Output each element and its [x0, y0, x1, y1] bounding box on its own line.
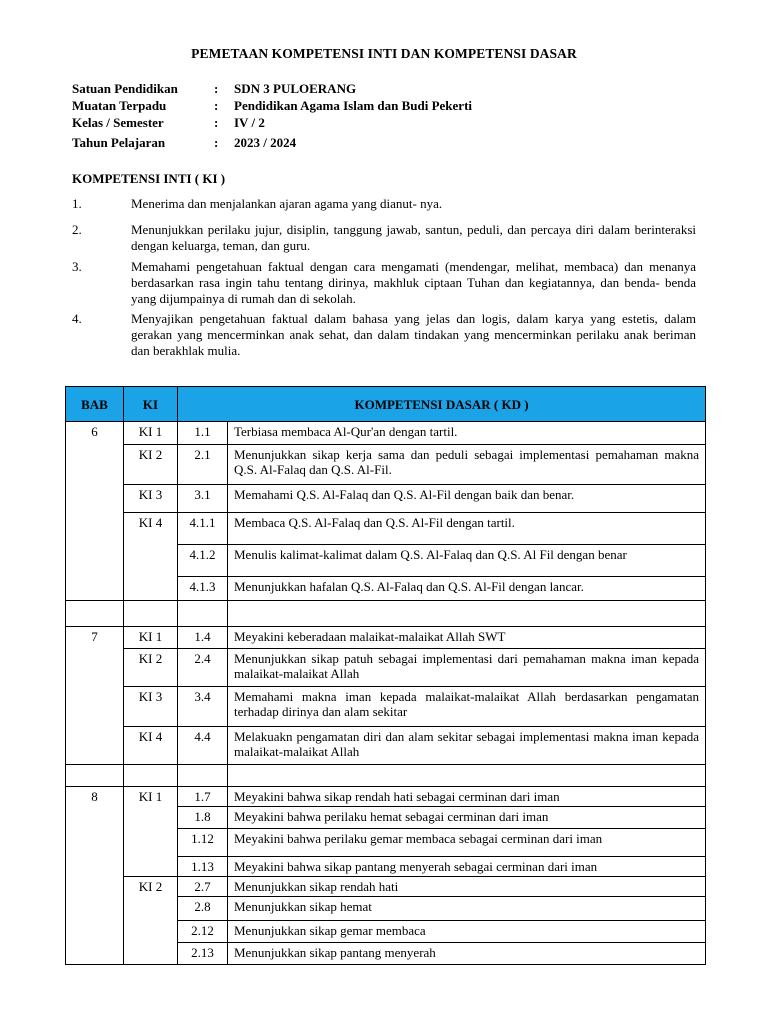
bab-cell [66, 943, 124, 965]
kd-text-cell: Menunjukkan sikap rendah hati [228, 877, 706, 897]
meta-label: Kelas / Semester [72, 115, 164, 130]
table-row [66, 422, 706, 445]
kd-text-cell: Meyakini bahwa perilaku gemar membaca sebagai cerminan dari iman [228, 829, 706, 857]
bab-cell [66, 857, 124, 877]
table-row [66, 727, 706, 765]
bab-cell [66, 445, 124, 485]
ki-cell [124, 807, 178, 829]
kd-text-cell [228, 765, 706, 787]
bab-cell [66, 649, 124, 687]
ki-text: Menunjukkan perilaku jujur, disiplin, tanggung jawab, santun, peduli, dan percaya diri dalam berinteraksi dengan keluarga, teman, dan guru. [131, 222, 696, 253]
kd-number-cell: 4.1.3 [178, 577, 228, 601]
header-ki: KI [124, 387, 178, 422]
table-row [66, 577, 706, 601]
meta-label: Tahun Pelajaran [72, 135, 166, 150]
kd-number-cell: 1.12 [178, 829, 228, 857]
ki-cell: KI 4 [124, 727, 178, 765]
ki-cell [124, 857, 178, 877]
ki-number: 4. [72, 311, 82, 326]
table-row [66, 627, 706, 649]
ki-cell [124, 921, 178, 943]
kd-text-cell: Meyakini keberadaan malaikat-malaikat Allah SWT [228, 627, 706, 649]
kd-text-cell: Menulis kalimat-kalimat dalam Q.S. Al-Falaq dan Q.S. Al Fil dengan benar [228, 545, 706, 577]
table-row [66, 897, 706, 921]
bab-cell [66, 485, 124, 513]
kd-text-cell: Menunjukkan sikap hemat [228, 897, 706, 921]
ki-text: Menerima dan menjalankan ajaran agama yang dianut- nya. [131, 196, 443, 211]
kd-number-cell: 2.13 [178, 943, 228, 965]
table-row [66, 485, 706, 513]
header-kd: KOMPETENSI DASAR ( KD ) [178, 387, 706, 422]
meta-value: IV / 2 [234, 115, 265, 130]
ki-cell: KI 1 [124, 787, 178, 807]
kd-text-cell [228, 601, 706, 627]
kd-text-cell: Menunjukkan sikap gemar membaca [228, 921, 706, 943]
ki-cell [124, 577, 178, 601]
bab-cell [66, 921, 124, 943]
meta-label: Satuan Pendidikan [72, 81, 178, 96]
ki-text: Menyajikan pengetahuan faktual dalam bahasa yang jelas dan logis, dalam karya yang estetis, dalam gerakan yang mencerminkan anak sehat, dan dalam tindakan yang mencerminkan perilaku anak beriman dan berakhlak mulia. [131, 311, 696, 358]
table-row [66, 545, 706, 577]
kd-text-cell: Menunjukkan sikap kerja sama dan peduli sebagai implementasi pemahaman makna Q.S. Al-Falaq dan Q.S. Al-Fil. [228, 445, 706, 485]
ki-cell: KI 1 [124, 422, 178, 445]
meta-value: 2023 / 2024 [234, 135, 297, 150]
table-row [66, 445, 706, 485]
table-row [66, 921, 706, 943]
meta-value: SDN 3 PULOERANG [234, 81, 357, 96]
table-row [66, 787, 706, 807]
kd-text-cell: Memahami Q.S. Al-Falaq dan Q.S. Al-Fil dengan baik dan benar. [228, 485, 706, 513]
kd-text-cell: Meyakini bahwa sikap pantang menyerah sebagai cerminan dari iman [228, 857, 706, 877]
bab-cell [66, 687, 124, 727]
ki-cell: KI 1 [124, 627, 178, 649]
kd-text-cell: Terbiasa membaca Al-Qur'an dengan tartil. [228, 422, 706, 445]
table-header-row [66, 387, 706, 422]
kd-number-cell: 2.1 [178, 445, 228, 485]
meta-colon: : [214, 81, 219, 96]
meta-value: Pendidikan Agama Islam dan Budi Pekerti [234, 98, 473, 113]
table-row [66, 649, 706, 687]
ki-cell: KI 4 [124, 513, 178, 545]
kd-number-cell: 3.4 [178, 687, 228, 727]
bab-cell [66, 601, 124, 627]
bab-cell [66, 897, 124, 921]
ki-cell: KI 3 [124, 485, 178, 513]
kd-table [65, 386, 706, 965]
ki-cell: KI 2 [124, 877, 178, 897]
ki-cell [124, 601, 178, 627]
table-row [66, 943, 706, 965]
bab-cell [66, 877, 124, 897]
bab-cell: 6 [66, 422, 124, 445]
table-row [66, 601, 706, 627]
kd-text-cell: Menunjukkan sikap patuh sebagai implementasi dari pemahaman makna iman kepada malaikat-malaikat Allah [228, 649, 706, 687]
kd-text-cell: Melakuakn pengamatan diri dan alam sekitar sebagai implementasi makna iman kepada malaikat-malaikat Allah [228, 727, 706, 765]
table-row [66, 829, 706, 857]
bab-cell [66, 807, 124, 829]
table-row [66, 877, 706, 897]
table-body [66, 422, 706, 965]
ki-cell [124, 943, 178, 965]
table-row [66, 513, 706, 545]
table-row [66, 857, 706, 877]
table-row [66, 765, 706, 787]
ki-heading: KOMPETENSI INTI ( KI ) [72, 171, 226, 186]
bab-cell [66, 577, 124, 601]
bab-cell: 7 [66, 627, 124, 649]
kd-number-cell: 4.1.2 [178, 545, 228, 577]
meta-colon: : [214, 98, 219, 113]
ki-number: 3. [72, 259, 82, 274]
kd-text-cell: Meyakini bahwa sikap rendah hati sebagai cerminan dari iman [228, 787, 706, 807]
bab-cell [66, 513, 124, 545]
ki-cell: KI 3 [124, 687, 178, 727]
kd-number-cell [178, 765, 228, 787]
kd-number-cell: 1.1 [178, 422, 228, 445]
bab-cell [66, 765, 124, 787]
kd-number-cell [178, 601, 228, 627]
meta-colon: : [214, 135, 219, 150]
kd-number-cell: 2.8 [178, 897, 228, 921]
ki-cell [124, 545, 178, 577]
kd-number-cell: 2.7 [178, 877, 228, 897]
bab-cell [66, 829, 124, 857]
kd-text-cell: Menunjukkan sikap pantang menyerah [228, 943, 706, 965]
ki-cell [124, 829, 178, 857]
ki-number: 2. [72, 222, 82, 237]
kd-number-cell: 3.1 [178, 485, 228, 513]
kd-number-cell: 1.8 [178, 807, 228, 829]
bab-cell: 8 [66, 787, 124, 807]
document-title: PEMETAAN KOMPETENSI INTI DAN KOMPETENSI DASAR [191, 46, 577, 61]
meta-label: Muatan Terpadu [72, 98, 167, 113]
ki-text: Memahami pengetahuan faktual dengan cara mengamati (mendengar, melihat, membaca) dan menanya berdasarkan rasa ingin tahu tentang dirinya, makhluk ciptaan Tuhan dan kegiatannya, dan benda- benda yang dijumpainya di rumah dan di sekolah. [131, 259, 696, 306]
ki-number: 1. [72, 196, 82, 211]
kd-number-cell: 4.4 [178, 727, 228, 765]
table-row [66, 807, 706, 829]
table-row [66, 687, 706, 727]
kd-text-cell: Memahami makna iman kepada malaikat-malaikat Allah berdasarkan pengamatan terhadap dirinya dan alam sekitar [228, 687, 706, 727]
meta-colon: : [214, 115, 219, 130]
kd-text-cell: Membaca Q.S. Al-Falaq dan Q.S. Al-Fil dengan tartil. [228, 513, 706, 545]
header-bab: BAB [66, 387, 124, 422]
kd-number-cell: 2.12 [178, 921, 228, 943]
kd-number-cell: 4.1.1 [178, 513, 228, 545]
ki-cell: KI 2 [124, 445, 178, 485]
bab-cell [66, 727, 124, 765]
kd-number-cell: 2.4 [178, 649, 228, 687]
ki-cell [124, 765, 178, 787]
kd-text-cell: Menunjukkan hafalan Q.S. Al-Falaq dan Q.S. Al-Fil dengan lancar. [228, 577, 706, 601]
kd-number-cell: 1.13 [178, 857, 228, 877]
ki-cell: KI 2 [124, 649, 178, 687]
kd-number-cell: 1.4 [178, 627, 228, 649]
kd-text-cell: Meyakini bahwa perilaku hemat sebagai cerminan dari iman [228, 807, 706, 829]
ki-cell [124, 897, 178, 921]
kd-number-cell: 1.7 [178, 787, 228, 807]
bab-cell [66, 545, 124, 577]
